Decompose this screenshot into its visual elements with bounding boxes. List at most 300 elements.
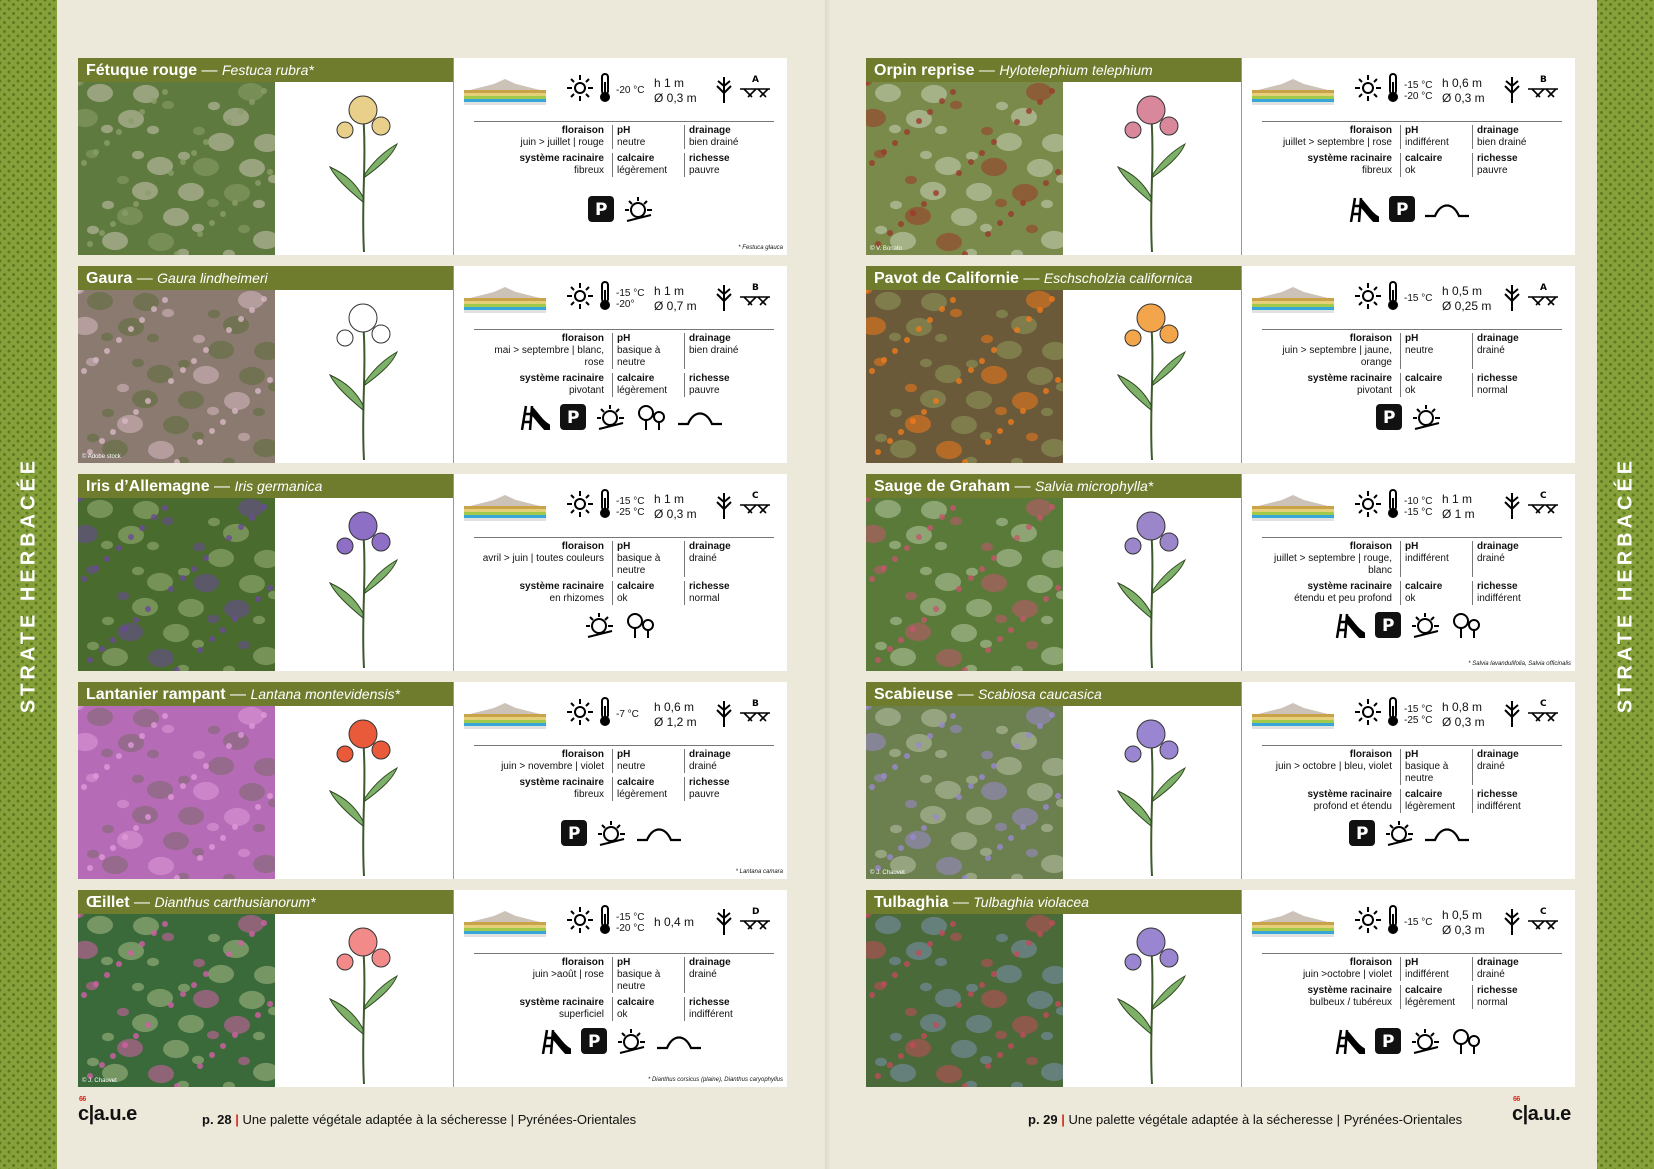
- property-cell: [684, 153, 756, 177]
- caue-logo-left: [78, 1096, 137, 1126]
- svg-text:C: C: [752, 491, 759, 501]
- plant-properties: [1262, 745, 1562, 813]
- name-separator: —: [132, 270, 158, 287]
- property-value: ok: [1405, 593, 1416, 604]
- property-cell: [1472, 333, 1544, 369]
- temperature-value: -15 °C: [616, 287, 645, 299]
- sun-icon: [1354, 698, 1382, 731]
- properties-rule: [1262, 329, 1562, 330]
- thermometer-icon: [598, 904, 612, 941]
- plant-photo: [866, 498, 1063, 671]
- svg-text:P: P: [587, 1032, 600, 1052]
- property-cell: [1262, 541, 1400, 577]
- footer-left: p. 28 | Une palette végétale adaptée à la sécheresse | Pyrénées-Orientales: [202, 1112, 637, 1127]
- property-label: système racinaire: [1307, 985, 1392, 996]
- plant-dimensions: [654, 915, 710, 930]
- plant-dimensions: [1442, 76, 1498, 106]
- property-label: floraison: [1349, 125, 1392, 136]
- property-value: pauvre: [689, 789, 720, 800]
- property-label: calcaire: [617, 997, 655, 1008]
- property-value: normal: [1477, 997, 1508, 1008]
- temperature-value: -25 °C: [616, 506, 645, 518]
- property-cell: [1400, 153, 1472, 177]
- plant-common-name: Tulbaghia: [874, 894, 949, 911]
- page-number: p. 29: [1028, 1112, 1058, 1127]
- full-sun-icon: [597, 820, 627, 853]
- name-separator: —: [1010, 478, 1035, 495]
- hardiness-temperature: [1404, 80, 1438, 102]
- plant-info-panel: [1242, 890, 1575, 1087]
- slope-icon: [657, 1028, 701, 1061]
- property-value: basique à neutre: [617, 345, 661, 368]
- property-value: basique à neutre: [1405, 761, 1449, 784]
- plant-latin-name: Eschscholzia californica: [1043, 270, 1193, 286]
- use-icons-row: [1242, 820, 1575, 853]
- plant-height: h 1 m: [1442, 491, 1473, 506]
- property-label: drainage: [689, 125, 731, 136]
- property-label: calcaire: [1405, 985, 1443, 996]
- property-value: profond et étendu: [1313, 801, 1392, 812]
- property-value: neutre: [617, 761, 646, 772]
- plant-illustration: [1063, 498, 1241, 671]
- property-value: ok: [1405, 165, 1416, 176]
- frost-zone-icon: [1526, 697, 1560, 732]
- soil-profile-icon: [464, 78, 546, 111]
- property-label: pH: [1405, 125, 1419, 136]
- property-value: juin > octobre | bleu, violet: [1275, 761, 1392, 772]
- soil-profile-icon: [464, 910, 546, 943]
- growth-habit-icon: [1502, 697, 1522, 732]
- trees-icon: [636, 404, 668, 437]
- property-value: normal: [1477, 385, 1508, 396]
- frost-zone-icon: [1526, 905, 1560, 940]
- property-cell: [474, 333, 612, 369]
- svg-text:P: P: [1355, 824, 1368, 844]
- property-cell: [612, 749, 684, 773]
- plant-card: [866, 890, 1575, 1087]
- property-value: ok: [617, 593, 628, 604]
- properties-rule: [1262, 953, 1562, 954]
- growth-habit-icon: [714, 697, 734, 732]
- svg-text:P: P: [567, 824, 580, 844]
- property-cell: [684, 777, 756, 801]
- growth-habit-icon: [714, 281, 734, 316]
- plant-photo: [866, 82, 1063, 255]
- svg-text:B: B: [752, 283, 759, 293]
- plant-dimensions: [654, 492, 710, 522]
- slope-icon: [1425, 820, 1469, 853]
- property-label: calcaire: [617, 153, 655, 164]
- plant-latin-name: Festuca rubra*: [222, 62, 314, 78]
- property-cell: [1400, 541, 1472, 577]
- property-label: système racinaire: [1307, 153, 1392, 164]
- property-value: ok: [1405, 385, 1416, 396]
- parking-icon: [560, 404, 586, 437]
- property-cell: [1472, 125, 1544, 149]
- plant-spread: Ø 0,3 m: [1442, 90, 1485, 105]
- plant-photo: [78, 82, 275, 255]
- plant-card-header: [866, 474, 1241, 498]
- property-label: floraison: [1349, 541, 1392, 552]
- property-cell: [612, 777, 684, 801]
- plant-illustration: [275, 498, 453, 671]
- parking-icon: [1376, 404, 1402, 437]
- use-icons-row: [454, 196, 787, 229]
- svg-text:P: P: [1382, 408, 1395, 428]
- svg-text:A: A: [1540, 283, 1547, 293]
- property-label: calcaire: [617, 581, 655, 592]
- svg-text:P: P: [1381, 616, 1394, 636]
- frost-zone-icon: [738, 281, 772, 316]
- property-label: système racinaire: [1307, 373, 1392, 384]
- name-separator: —: [225, 686, 251, 703]
- soil-profile-icon: [464, 286, 546, 319]
- property-value: légèrement: [1405, 801, 1456, 812]
- properties-row: [1262, 125, 1562, 149]
- plant-height: h 0,5 m: [1442, 283, 1483, 298]
- thermometer-icon: [1386, 904, 1400, 941]
- svg-text:C: C: [1540, 699, 1547, 709]
- temperature-value: -7 °C: [616, 709, 639, 720]
- property-label: pH: [617, 333, 631, 344]
- property-value: drainé: [1477, 345, 1505, 356]
- temperature-value: -20 °C: [616, 922, 645, 934]
- section-title-left: STRATE HERBACÉE: [17, 456, 39, 713]
- property-cell: [1472, 985, 1544, 1009]
- property-label: floraison: [1349, 749, 1392, 760]
- soil-profile-icon: [1252, 286, 1334, 319]
- full-sun-icon: [596, 404, 626, 437]
- hardiness-temperature: [616, 85, 650, 96]
- use-icons-row: [1242, 1028, 1575, 1061]
- footer-region: Pyrénées-Orientales: [1343, 1112, 1463, 1127]
- trees-icon: [625, 612, 657, 645]
- property-label: système racinaire: [1307, 789, 1392, 800]
- property-cell: [612, 333, 684, 369]
- plant-info-panel: [454, 474, 787, 671]
- property-cell: [1472, 957, 1544, 981]
- plant-latin-name: Lantana montevidensis*: [250, 686, 400, 702]
- plant-properties: [1262, 953, 1562, 1009]
- photo-credit: © Adobe stock: [82, 454, 121, 460]
- svg-text:B: B: [1540, 75, 1547, 85]
- properties-rule: [474, 745, 774, 746]
- use-icons-row: [454, 820, 787, 853]
- sun-icon: [566, 698, 594, 731]
- climate-icons-row: [566, 280, 772, 317]
- plant-card-header: [866, 266, 1241, 290]
- property-label: système racinaire: [519, 777, 604, 788]
- property-value: bulbeux / tubéreux: [1309, 997, 1392, 1008]
- frost-zone-icon: [738, 73, 772, 108]
- svg-text:A: A: [752, 75, 759, 85]
- property-cell: [612, 125, 684, 149]
- property-value: drainé: [1477, 553, 1505, 564]
- plant-card-header: [866, 890, 1241, 914]
- temperature-value: -15 °C: [1404, 79, 1433, 91]
- use-icons-row: [454, 404, 787, 437]
- property-cell: [474, 749, 612, 773]
- plant-dimensions: [654, 76, 710, 106]
- property-value: drainé: [1477, 969, 1505, 980]
- svg-text:D: D: [752, 907, 760, 917]
- caue-logo-right: [1512, 1096, 1571, 1126]
- plant-card: [78, 58, 787, 255]
- property-value: indifférent: [1477, 801, 1521, 812]
- property-label: richesse: [1477, 153, 1518, 164]
- plant-illustration: [275, 82, 453, 255]
- properties-row: [1262, 957, 1562, 981]
- plant-card: [78, 266, 787, 463]
- full-sun-icon: [1412, 404, 1442, 437]
- climate-icons-row: [566, 488, 772, 525]
- page-number: p. 28: [202, 1112, 232, 1127]
- species-note: * Festuca glauca: [738, 245, 783, 251]
- plant-height: h 0,8 m: [1442, 699, 1483, 714]
- property-cell: [1262, 749, 1400, 785]
- logo-text: c|a.u.e: [1512, 1103, 1571, 1125]
- property-cell: [684, 541, 756, 577]
- plant-info-panel: [454, 682, 787, 879]
- property-label: floraison: [561, 749, 604, 760]
- properties-row: [474, 997, 774, 1021]
- property-value: bien drainé: [689, 345, 739, 356]
- property-value: fibreux: [1361, 165, 1392, 176]
- plant-card: [78, 474, 787, 671]
- property-cell: [1472, 373, 1544, 397]
- plant-illustration: [275, 706, 453, 879]
- svg-text:C: C: [1540, 907, 1547, 917]
- species-note: * Dianthus corsicus (plaine), Dianthus caryophyllus: [647, 1077, 783, 1083]
- full-sun-icon: [1385, 820, 1415, 853]
- property-label: système racinaire: [519, 153, 604, 164]
- logo-text: c|a.u.e: [78, 1103, 137, 1125]
- plant-common-name: Œillet: [86, 894, 130, 911]
- plant-illustration: [1063, 82, 1241, 255]
- plant-dimensions: [1442, 908, 1498, 938]
- properties-rule: [1262, 537, 1562, 538]
- property-cell: [474, 541, 612, 577]
- plant-common-name: Orpin reprise: [874, 62, 975, 79]
- footer-title: Une palette végétale adaptée à la sécheresse: [242, 1112, 508, 1127]
- plant-card-header: [78, 682, 453, 706]
- property-label: pH: [1405, 333, 1419, 344]
- property-cell: [474, 581, 612, 605]
- property-label: calcaire: [617, 373, 655, 384]
- property-label: drainage: [1477, 957, 1519, 968]
- property-label: calcaire: [1405, 581, 1443, 592]
- plant-card: [78, 682, 787, 879]
- property-value: normal: [689, 593, 720, 604]
- use-icons-row: [454, 1028, 787, 1061]
- property-cell: [1400, 125, 1472, 149]
- temperature-value: -20 °C: [616, 85, 645, 96]
- playground-slide-icon: [541, 1028, 571, 1061]
- property-cell: [684, 957, 756, 993]
- property-label: pH: [1405, 541, 1419, 552]
- property-value: légèrement: [1405, 997, 1456, 1008]
- growth-habit-icon: [1502, 281, 1522, 316]
- property-value: juin > septembre | jaune, orange: [1282, 345, 1392, 368]
- plant-height: h 0,5 m: [1442, 907, 1483, 922]
- properties-row: [474, 957, 774, 993]
- plant-latin-name: Iris germanica: [234, 478, 323, 494]
- thermometer-icon: [1386, 488, 1400, 525]
- plant-illustration: [275, 914, 453, 1087]
- use-icons-row: [1242, 404, 1575, 437]
- plant-dimensions: [1442, 284, 1498, 314]
- svg-text:P: P: [594, 200, 607, 220]
- thermometer-icon: [598, 72, 612, 109]
- plant-card-header: [866, 58, 1241, 82]
- temperature-value: -15 °C: [1404, 703, 1433, 715]
- sun-icon: [566, 74, 594, 107]
- property-value: pivotant: [568, 385, 604, 396]
- plant-photo: [78, 498, 275, 671]
- svg-text:P: P: [1395, 200, 1408, 220]
- sun-icon: [566, 490, 594, 523]
- properties-row: [1262, 789, 1562, 813]
- property-cell: [1472, 541, 1544, 577]
- hardiness-temperature: [1404, 293, 1438, 304]
- property-cell: [1262, 581, 1400, 605]
- property-value: ok: [617, 1009, 628, 1020]
- thermometer-icon: [598, 488, 612, 525]
- plant-common-name: Pavot de Californie: [874, 270, 1019, 287]
- plant-card: [78, 890, 787, 1087]
- property-cell: [1472, 581, 1544, 605]
- plant-common-name: Fétuque rouge: [86, 62, 198, 79]
- plant-info-panel: [454, 890, 787, 1087]
- plant-latin-name: Salvia microphylla*: [1034, 478, 1154, 494]
- property-label: drainage: [689, 333, 731, 344]
- name-separator: —: [129, 894, 155, 911]
- property-cell: [684, 125, 756, 149]
- parking-icon: [1375, 612, 1401, 645]
- property-cell: [474, 373, 612, 397]
- property-value: basique à neutre: [617, 553, 661, 576]
- property-cell: [1400, 333, 1472, 369]
- plant-info-panel: [454, 266, 787, 463]
- property-value: juin > juillet | rouge: [520, 137, 604, 148]
- plant-height: h 0,6 m: [1442, 75, 1483, 90]
- plant-spread: Ø 1 m: [1442, 506, 1475, 521]
- footer-right: p. 29 | Une palette végétale adaptée à la sécheresse | Pyrénées-Orientales: [1028, 1112, 1463, 1127]
- property-value: légèrement: [617, 789, 668, 800]
- property-cell: [1400, 957, 1472, 981]
- plant-common-name: Iris d’Allemagne: [86, 478, 210, 495]
- name-separator: —: [948, 894, 974, 911]
- plant-card: [866, 58, 1575, 255]
- property-label: drainage: [689, 957, 731, 968]
- plant-dimensions: [654, 284, 710, 314]
- property-value: juin >août | rose: [532, 969, 604, 980]
- frost-zone-icon: [738, 697, 772, 732]
- property-value: juin > novembre | violet: [501, 761, 604, 772]
- plant-latin-name: Scabiosa caucasica: [978, 686, 1102, 702]
- name-separator: —: [953, 686, 979, 703]
- climate-icons-row: [1354, 488, 1560, 525]
- property-value: drainé: [689, 969, 717, 980]
- plant-properties: [474, 953, 774, 1021]
- property-value: drainé: [1477, 761, 1505, 772]
- property-cell: [1262, 333, 1400, 369]
- growth-habit-icon: [1502, 489, 1522, 524]
- property-cell: [612, 153, 684, 177]
- property-label: floraison: [1349, 957, 1392, 968]
- left-decorative-band: [0, 0, 57, 1169]
- properties-rule: [1262, 121, 1562, 122]
- plant-common-name: Scabieuse: [874, 686, 954, 703]
- properties-row: [1262, 373, 1562, 397]
- slope-icon: [678, 404, 722, 437]
- properties-rule: [474, 121, 774, 122]
- property-label: floraison: [561, 957, 604, 968]
- name-separator: —: [209, 478, 235, 495]
- plant-spread: Ø 0,3 m: [654, 506, 697, 521]
- properties-row: [1262, 333, 1562, 369]
- property-cell: [1472, 749, 1544, 785]
- property-value: fibreux: [573, 789, 604, 800]
- property-value: étendu et peu profond: [1294, 593, 1392, 604]
- property-cell: [1262, 957, 1400, 981]
- growth-habit-icon: [714, 73, 734, 108]
- climate-icons-row: [1354, 696, 1560, 733]
- parking-icon: [588, 196, 614, 229]
- property-label: richesse: [1477, 985, 1518, 996]
- property-label: drainage: [1477, 125, 1519, 136]
- book-spine: [825, 0, 831, 1169]
- plant-properties: [1262, 329, 1562, 397]
- temperature-value: -15 °C: [1404, 506, 1433, 518]
- property-label: système racinaire: [519, 373, 604, 384]
- species-note: * Salvia lavandulifolia, Salvia officinalis: [1468, 661, 1571, 667]
- property-cell: [1400, 373, 1472, 397]
- property-value: indifférent: [1405, 969, 1449, 980]
- photo-credit: © J. Chauvet: [82, 1078, 117, 1084]
- plant-spread: Ø 0,3 m: [1442, 922, 1485, 937]
- plant-latin-name: Hylotelephium telephium: [999, 62, 1153, 78]
- property-label: système racinaire: [1307, 581, 1392, 592]
- svg-text:P: P: [1381, 1032, 1394, 1052]
- parking-icon: [1375, 1028, 1401, 1061]
- plant-properties: [474, 121, 774, 177]
- plant-info-panel: [1242, 266, 1575, 463]
- use-icons-row: [1242, 612, 1575, 645]
- property-value: mai > septembre | blanc, rose: [494, 345, 604, 368]
- temperature-value: -15 °C: [616, 495, 645, 507]
- property-cell: [474, 957, 612, 993]
- climate-icons-row: [566, 696, 772, 733]
- property-cell: [1400, 749, 1472, 785]
- sun-icon: [1354, 282, 1382, 315]
- plant-common-name: Lantanier rampant: [86, 686, 226, 703]
- properties-row: [1262, 153, 1562, 177]
- svg-text:P: P: [566, 408, 579, 428]
- properties-row: [474, 333, 774, 369]
- property-label: drainage: [689, 749, 731, 760]
- property-label: pH: [1405, 749, 1419, 760]
- property-value: avril > juin | toutes couleurs: [482, 553, 604, 564]
- plant-spread: Ø 0,25 m: [1442, 298, 1492, 313]
- property-label: pH: [617, 541, 631, 552]
- footer-title: Une palette végétale adaptée à la sécheresse: [1068, 1112, 1334, 1127]
- hardiness-temperature: [616, 496, 650, 518]
- property-cell: [1262, 373, 1400, 397]
- logo-number: 66: [1513, 1096, 1520, 1103]
- footer-region: Pyrénées-Orientales: [517, 1112, 637, 1127]
- plant-info-panel: [454, 58, 787, 255]
